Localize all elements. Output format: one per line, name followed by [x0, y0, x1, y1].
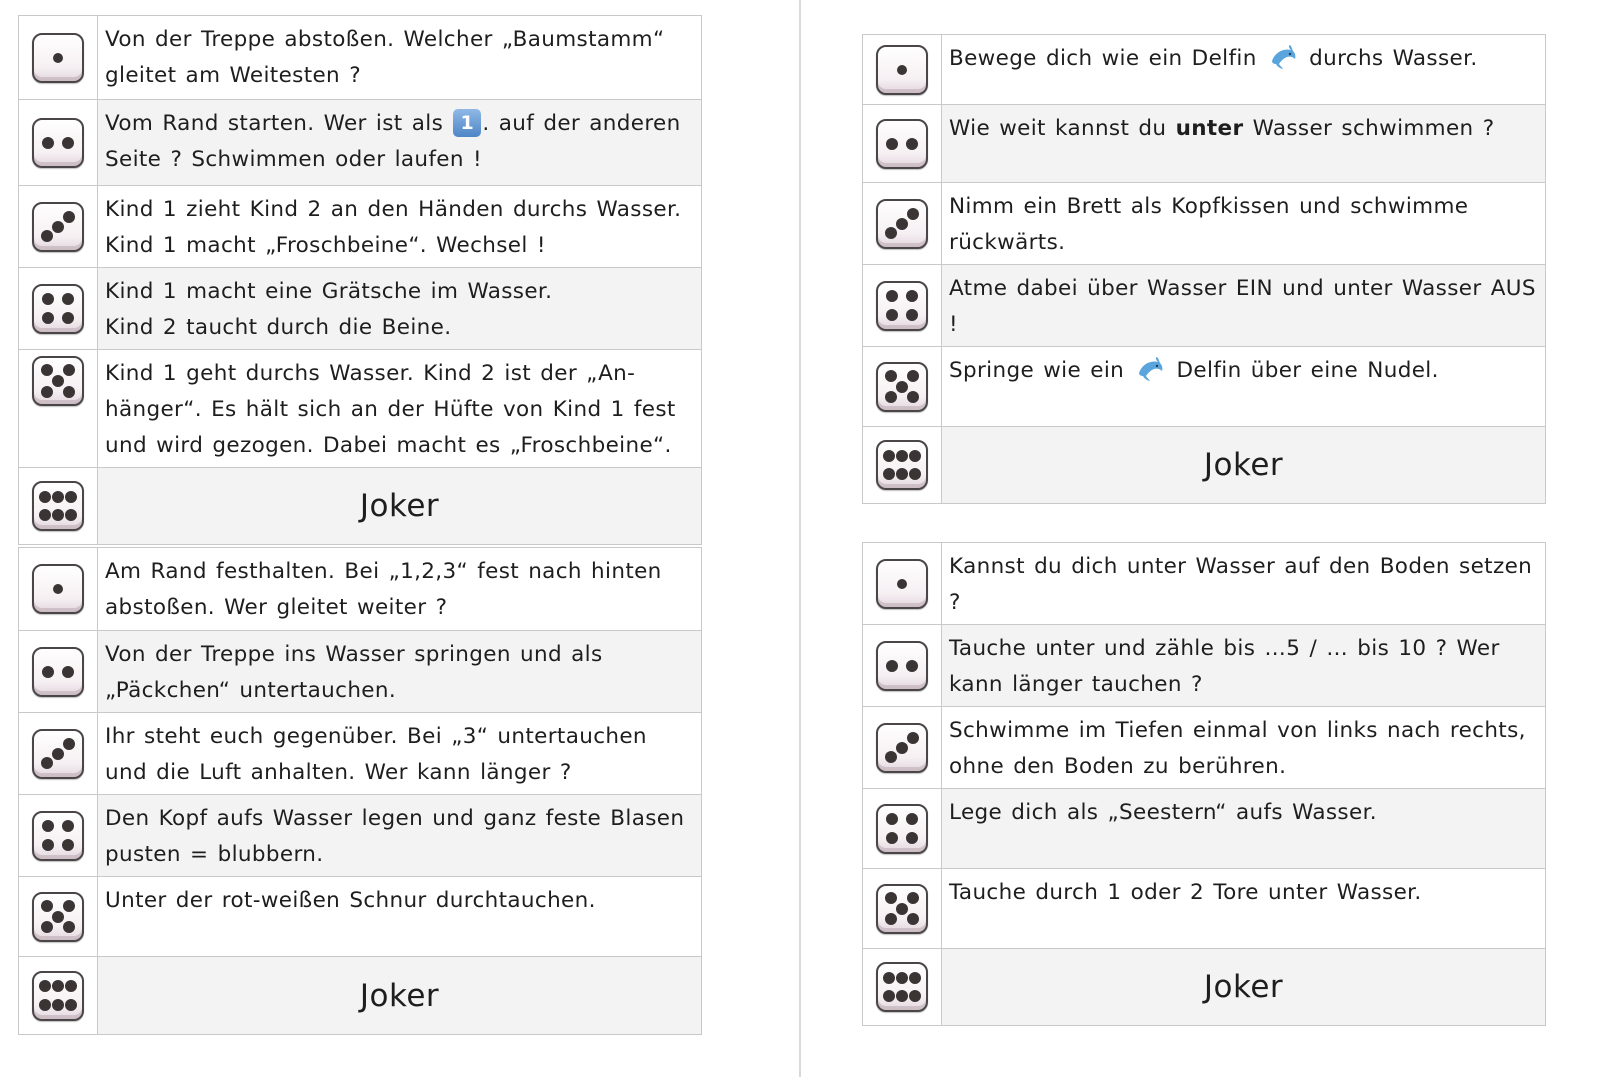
task-row-3: [19, 186, 702, 268]
die-four-icon: [32, 284, 84, 334]
task-row-1: [19, 548, 702, 631]
task-card-1: [18, 15, 702, 545]
die-one-icon: [32, 564, 84, 614]
task-row-1: [863, 35, 1546, 105]
die-pip: [52, 999, 64, 1011]
die-pip: [52, 911, 64, 923]
die-pip: [886, 832, 898, 844]
task-text: Kind 1 geht durchs Wasser. Kind 2 ist der „An-hänger“. Es hält sich an der Hüfte von Kind 1 fest und wird gezogen. Dabei macht es „Froschbeine“.: [98, 350, 702, 468]
die-pip: [53, 53, 63, 63]
die-pip: [896, 468, 908, 480]
die-pip: [883, 972, 895, 984]
task-row-2: [863, 105, 1546, 183]
task-text: Bewege dich wie ein Delfin durchs Wasser.: [942, 35, 1546, 105]
task-card-4: [862, 542, 1546, 1026]
die-pip: [63, 921, 75, 933]
task-row-2: [19, 100, 702, 186]
die-pip: [39, 980, 51, 992]
task-row-5: [863, 347, 1546, 427]
task-row-joker: [19, 468, 702, 545]
die-four-icon: [876, 804, 928, 854]
die-pip: [39, 491, 51, 503]
task-row-3: [863, 183, 1546, 265]
die-pip: [886, 290, 898, 302]
die-pip: [886, 660, 898, 672]
task-row-joker: [19, 957, 702, 1035]
task-row-4: [19, 795, 702, 877]
task-row-3: [863, 707, 1546, 789]
die-pip: [63, 211, 75, 223]
die-pip: [52, 509, 64, 521]
die-pip: [41, 230, 53, 242]
die-pip: [909, 972, 921, 984]
die-six-icon: [876, 962, 928, 1012]
die-four-icon: [876, 281, 928, 331]
die-pip: [42, 820, 54, 832]
task-text: Schwimme im Tiefen einmal von links nach rechts, ohne den Boden zu berühren.: [942, 707, 1546, 789]
dolphin-icon: [1136, 357, 1164, 381]
task-text: Wie weit kannst du unter Wasser schwimmen ?: [942, 105, 1546, 183]
die-pip: [62, 293, 74, 305]
die-pip: [906, 660, 918, 672]
task-text: Lege dich als „Seestern“ aufs Wasser.: [942, 789, 1546, 869]
task-text: Unter der rot-weißen Schnur durchtauchen.: [98, 877, 702, 957]
die-pip: [52, 375, 64, 387]
task-text: Tauche durch 1 oder 2 Tore unter Wasser.: [942, 869, 1546, 949]
die-pip: [885, 751, 897, 763]
die-pip: [63, 364, 75, 376]
die-pip: [907, 370, 919, 382]
die-two-icon: [876, 641, 928, 691]
die-five-icon: [32, 892, 84, 942]
joker-label: Joker: [98, 957, 702, 1035]
die-pip: [909, 468, 921, 480]
die-pip: [885, 913, 897, 925]
die-pip: [41, 921, 53, 933]
die-pip: [63, 738, 75, 750]
die-three-icon: [32, 729, 84, 779]
die-pip: [886, 138, 898, 150]
die-pip: [62, 839, 74, 851]
task-row-joker: [863, 949, 1546, 1026]
joker-label: Joker: [942, 949, 1546, 1026]
die-pip: [63, 900, 75, 912]
die-pip: [883, 990, 895, 1002]
die-pip: [65, 980, 77, 992]
task-text: Den Kopf aufs Wasser legen und ganz feste Blasen pusten = blubbern.: [98, 795, 702, 877]
die-five-icon: [876, 362, 928, 412]
die-pip: [39, 509, 51, 521]
die-pip: [896, 381, 908, 393]
die-three-icon: [876, 199, 928, 249]
task-text: Ihr steht euch gegenüber. Bei „3“ untertauchen und die Luft anhalten. Wer kann länger ?: [98, 713, 702, 795]
die-pip: [63, 386, 75, 398]
die-pip: [65, 509, 77, 521]
die-pip: [885, 370, 897, 382]
joker-label: Joker: [942, 427, 1546, 504]
die-pip: [42, 312, 54, 324]
task-row-4: [19, 268, 702, 350]
die-six-icon: [876, 440, 928, 490]
die-pip: [909, 450, 921, 462]
die-pip: [885, 892, 897, 904]
task-row-4: [863, 789, 1546, 869]
die-pip: [42, 293, 54, 305]
die-two-icon: [876, 119, 928, 169]
die-pip: [885, 391, 897, 403]
die-pip: [883, 468, 895, 480]
task-row-1: [863, 543, 1546, 625]
die-five-icon: [876, 884, 928, 934]
die-one-icon: [32, 33, 84, 83]
die-pip: [41, 757, 53, 769]
die-pip: [907, 892, 919, 904]
die-pip: [41, 900, 53, 912]
task-text: Tauche unter und zähle bis …5 / … bis 10 ? Wer kann länger tauchen ?: [942, 625, 1546, 707]
die-pip: [41, 364, 53, 376]
die-pip: [896, 903, 908, 915]
die-one-icon: [876, 559, 928, 609]
die-pip: [42, 666, 54, 678]
die-pip: [897, 579, 907, 589]
task-row-5: [863, 869, 1546, 949]
die-pip: [65, 491, 77, 503]
task-row-5: [19, 877, 702, 957]
die-pip: [886, 309, 898, 321]
die-three-icon: [32, 202, 84, 252]
die-five-icon: [32, 356, 84, 406]
die-pip: [52, 980, 64, 992]
die-pip: [907, 391, 919, 403]
task-row-2: [863, 625, 1546, 707]
die-pip: [53, 584, 63, 594]
die-pip: [896, 972, 908, 984]
die-pip: [42, 137, 54, 149]
die-pip: [907, 913, 919, 925]
die-pip: [897, 65, 907, 75]
task-text: Nimm ein Brett als Kopfkissen und schwimme rückwärts.: [942, 183, 1546, 265]
die-pip: [906, 813, 918, 825]
die-pip: [886, 813, 898, 825]
die-pip: [906, 832, 918, 844]
task-row-joker: [863, 427, 1546, 504]
die-pip: [41, 386, 53, 398]
task-text: Atme dabei über Wasser EIN und unter Wasser AUS !: [942, 265, 1546, 347]
die-pip: [39, 999, 51, 1011]
die-pip: [52, 491, 64, 503]
task-row-3: [19, 713, 702, 795]
die-pip: [906, 290, 918, 302]
die-four-icon: [32, 811, 84, 861]
dolphin-icon: [1269, 45, 1297, 69]
task-text: Springe wie ein Delfin über eine Nudel.: [942, 347, 1546, 427]
task-row-1: [19, 16, 702, 100]
die-two-icon: [32, 118, 84, 168]
task-text: Von der Treppe abstoßen. Welcher „Baumstamm“ gleitet am Weitesten ?: [98, 16, 702, 100]
number-one-badge-icon: 1: [453, 109, 481, 137]
die-pip: [52, 221, 64, 233]
column-divider: [799, 0, 801, 1077]
task-card-3: [862, 34, 1546, 504]
die-pip: [42, 839, 54, 851]
die-pip: [62, 137, 74, 149]
die-pip: [62, 820, 74, 832]
task-card-2: [18, 547, 702, 1035]
task-text: Am Rand festhalten. Bei „1,2,3“ fest nach hinten abstoßen. Wer gleitet weiter ?: [98, 548, 702, 631]
die-two-icon: [32, 647, 84, 697]
task-row-2: [19, 631, 702, 713]
die-six-icon: [32, 481, 84, 531]
die-pip: [909, 990, 921, 1002]
die-pip: [883, 450, 895, 462]
joker-label: Joker: [98, 468, 702, 545]
die-pip: [906, 138, 918, 150]
task-text: Kind 1 macht eine Grätsche im Wasser. Kind 2 taucht durch die Beine.: [98, 268, 702, 350]
die-pip: [907, 208, 919, 220]
die-pip: [907, 732, 919, 744]
die-pip: [62, 666, 74, 678]
die-pip: [896, 742, 908, 754]
die-pip: [52, 748, 64, 760]
die-pip: [885, 227, 897, 239]
die-six-icon: [32, 971, 84, 1021]
task-text: Kind 1 zieht Kind 2 an den Händen durchs Wasser. Kind 1 macht „Froschbeine“. Wechsel !: [98, 186, 702, 268]
die-pip: [896, 990, 908, 1002]
die-pip: [896, 218, 908, 230]
task-text: Kannst du dich unter Wasser auf den Boden setzen ?: [942, 543, 1546, 625]
die-one-icon: [876, 45, 928, 95]
task-row-5: [19, 350, 702, 468]
die-pip: [906, 309, 918, 321]
task-row-4: [863, 265, 1546, 347]
die-pip: [896, 450, 908, 462]
die-pip: [62, 312, 74, 324]
die-three-icon: [876, 723, 928, 773]
task-text: Von der Treppe ins Wasser springen und als „Päckchen“ untertauchen.: [98, 631, 702, 713]
die-pip: [65, 999, 77, 1011]
task-text: Vom Rand starten. Wer ist als 1 . auf der anderen Seite ? Schwimmen oder laufen !: [98, 100, 702, 186]
